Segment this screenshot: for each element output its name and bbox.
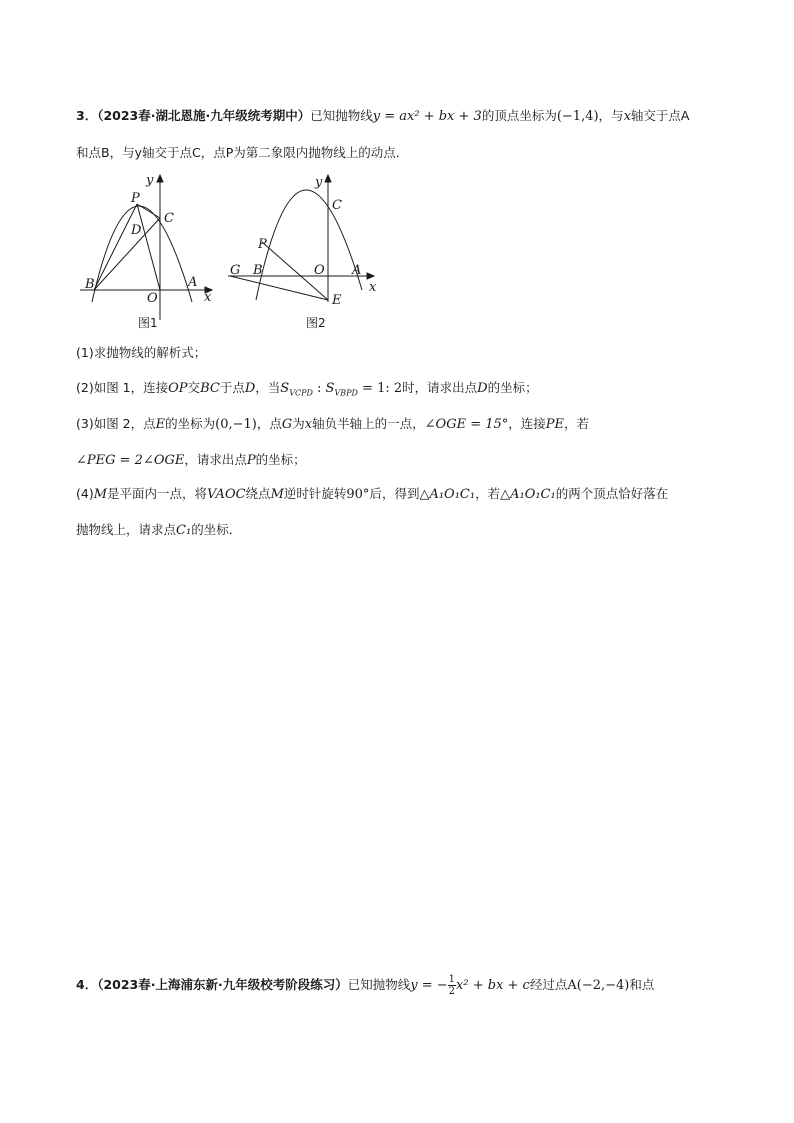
area-bpd — [326, 381, 358, 396]
q4-equation-lhs: y = − — [410, 978, 448, 993]
area-symbol: S — [325, 381, 335, 396]
q3-part3-text: (3)如图 2，点 — [76, 416, 156, 431]
q3-text: 已知抛物线 — [310, 108, 373, 123]
q3-part3-text: 轴负半轴上的一点， — [312, 416, 425, 431]
segment-pe: PE — [545, 417, 565, 432]
triangle-aoc: VAOC — [207, 487, 246, 502]
point-e-coords: (0,−1) — [215, 417, 257, 432]
q3-part2-text: ，当 — [255, 380, 281, 395]
q3-part4-line2 — [76, 520, 241, 541]
fig1-y-arrow — [157, 175, 163, 182]
figure-1 — [76, 170, 226, 335]
fig2-label-g: G — [230, 263, 241, 278]
q3-part4-text: 逆时针旋转 — [283, 486, 347, 501]
q3-part2-text: (2)如图 1，连接 — [76, 380, 169, 395]
fig1-label-a: A — [188, 275, 198, 290]
segment-bc: BC — [200, 381, 220, 396]
q4-line1 — [76, 974, 654, 997]
q3-part3-text: ，连接 — [508, 416, 546, 431]
q4-text: 经过点 — [529, 977, 568, 992]
q3-part1: (1)求抛物线的解析式； — [76, 345, 207, 360]
q3-number: 3． — [76, 108, 98, 123]
q3-equation: y = ax² + bx + 3 — [372, 109, 482, 124]
q3-part3-text: ，若 — [564, 416, 590, 431]
point-m: M — [270, 487, 284, 502]
fig1-label-c: C — [164, 211, 174, 226]
q4-point-a: A(−2,−4) — [567, 978, 630, 993]
ratio-value: = 1: 2 — [357, 381, 403, 396]
q4-fraction — [448, 974, 456, 997]
q3-part2-text: 交 — [187, 380, 201, 395]
ratio-colon: : — [312, 381, 326, 396]
q3-part3-text: ，点 — [256, 416, 282, 431]
fraction-numerator: 1 — [448, 974, 456, 985]
point-c1: C₁ — [176, 523, 192, 538]
fig1-segment-bp — [94, 204, 137, 290]
q3-part4-text: (4) — [76, 486, 94, 501]
segment-op: OP — [168, 381, 188, 396]
fig2-x-arrow — [367, 273, 374, 279]
q3-part2-text: 时，请求出点 — [402, 380, 478, 395]
q3-line2: 和点B，与y轴交于点C，点P为第二象限内抛物线上的动点． — [76, 145, 409, 160]
fig2-label-e: E — [332, 293, 342, 308]
point-d: D — [477, 381, 488, 396]
q3-part4 — [76, 484, 668, 505]
area-cpd — [280, 381, 313, 396]
angle-90: 90° — [346, 487, 370, 502]
area-subscript: VBPD — [334, 388, 358, 398]
triangle-a1o1c1: △A₁O₁C₁ — [419, 487, 476, 502]
q3-part3-text: 的坐标； — [255, 452, 306, 467]
fig2-label-o: O — [314, 263, 325, 278]
fig2-label-y: y — [315, 175, 323, 190]
q3-part3-line2 — [76, 450, 306, 471]
q3-part4-text: 抛物线上，请求点 — [76, 522, 177, 537]
q3-part2 — [76, 378, 538, 404]
q3-part4-text: 的两个顶点恰好落在 — [555, 486, 669, 501]
q3-line1 — [76, 106, 689, 127]
q3-part2-text: 于点 — [219, 380, 245, 395]
q4-equation-rhs: x² + bx + c — [456, 978, 530, 993]
area-subscript: VCPD — [289, 388, 313, 398]
fig1-label-x: x — [204, 290, 212, 305]
point-m: M — [93, 487, 108, 502]
point-e: E — [155, 417, 166, 432]
q3-text: ，与 — [598, 108, 624, 123]
fig1-label-d: D — [131, 223, 142, 238]
point-p: P — [246, 453, 256, 468]
fraction-denominator: 2 — [448, 986, 456, 997]
q3-part4-text: 绕点 — [245, 486, 271, 501]
fig1-parabola — [92, 206, 192, 302]
angle-peg: ∠PEG = 2∠OGE — [76, 453, 185, 468]
q3-part4-text: 的坐标． — [191, 522, 242, 537]
fig1-label-p: P — [131, 191, 140, 206]
fig2-label-c: C — [332, 198, 342, 213]
q3-vertex: (−1,4) — [556, 109, 599, 124]
area-symbol: S — [280, 381, 290, 396]
q3-part3-text: 的坐标为 — [165, 416, 216, 431]
q3-part4-text: ，若 — [475, 486, 501, 501]
fig2-label-a: A — [352, 263, 362, 278]
triangle-a1o1c1: △A₁O₁C₁ — [500, 487, 556, 502]
fig2-label-b: B — [253, 263, 263, 278]
figure-2 — [226, 170, 386, 335]
q3-axis-x: x — [623, 109, 631, 124]
angle-ogе: ∠OGE = 15° — [424, 417, 509, 432]
point-d: D — [244, 381, 256, 396]
fig2-label-p: P — [258, 237, 267, 252]
q3-text: 的顶点坐标为 — [481, 108, 557, 123]
q4-text: 和点 — [629, 977, 655, 992]
q3-part3 — [76, 414, 589, 435]
fig2-segment-ge — [230, 276, 328, 300]
fig1-caption: 图1 — [138, 316, 158, 330]
point-g: G — [281, 417, 293, 432]
fig2-caption: 图2 — [306, 316, 326, 330]
q3-text: 轴交于点A — [630, 108, 690, 123]
q4-source: （2023春·上海浦东新·九年级校考阶段练习） — [97, 977, 348, 992]
fig1-label-y: y — [146, 173, 154, 188]
fig2-label-x: x — [369, 280, 377, 295]
fig1-label-b: B — [85, 277, 95, 292]
q3-part2-text: 的坐标； — [487, 380, 538, 395]
axis-x: x — [304, 417, 313, 432]
q4-number: 4． — [76, 977, 98, 992]
q3-part3-text: ，请求出点 — [184, 452, 247, 467]
q4-text: 已知抛物线 — [347, 977, 411, 992]
q3-part4-text: 后，得到 — [369, 486, 420, 501]
q3-part3-text: 为 — [292, 416, 305, 431]
fig1-label-o: O — [147, 291, 158, 306]
fig2-y-arrow — [325, 175, 331, 182]
q3-source: （2023春·湖北恩施·九年级统考期中） — [97, 108, 311, 123]
q3-part4-text: 是平面内一点，将 — [107, 486, 208, 501]
